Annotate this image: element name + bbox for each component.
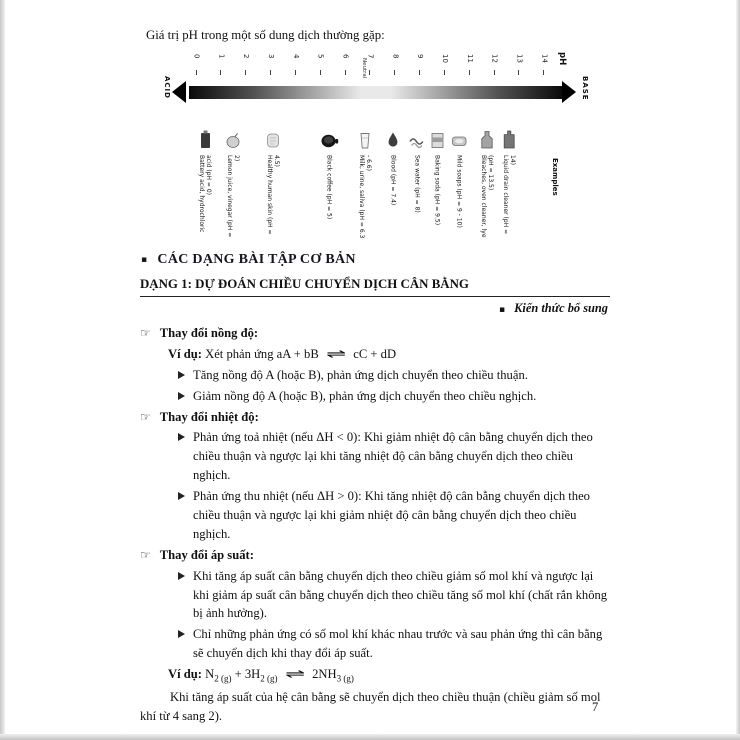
ph-item bbox=[223, 126, 243, 239]
formula-text: N bbox=[205, 667, 215, 682]
formula-sub: 3 (g) bbox=[336, 673, 354, 684]
ph-item-label: Baking soda (pH = 9.5) bbox=[433, 155, 441, 226]
ph-tick-label: 8 bbox=[391, 54, 400, 59]
ph-scale-ticks bbox=[191, 54, 549, 75]
formula-text: + 3H bbox=[231, 667, 261, 682]
skin-icon bbox=[263, 126, 283, 152]
bullet-point bbox=[178, 428, 610, 485]
arrowhead-right-icon bbox=[562, 81, 576, 103]
bullet-point bbox=[178, 625, 610, 663]
section-title: Thay đổi nhiệt độ: bbox=[159, 409, 259, 424]
ph-tick-label: 7 bbox=[366, 54, 375, 59]
example-label: Ví dụ: bbox=[168, 667, 202, 682]
bullet-text: Phản ứng thu nhiệt (nếu ΔH > 0): Khi tăng nhiệt độ cân bằng chuyển dịch theo chiều thuận và ngược lại khi giảm nhiệt độ cân bằng chuyển dịch theo chiều nghịch. bbox=[193, 489, 590, 541]
section-temperature bbox=[140, 408, 610, 427]
subnote-text: Kiến thức bổ sung bbox=[514, 301, 608, 315]
sea-water-icon bbox=[407, 126, 427, 152]
scan-edge-left bbox=[0, 0, 5, 740]
example-text-after: cC + dD bbox=[353, 346, 397, 361]
ph-item bbox=[383, 126, 403, 239]
concentration-example bbox=[168, 345, 610, 364]
ph-tick-label: 11 bbox=[465, 54, 474, 63]
tick-mark bbox=[518, 70, 519, 75]
equilibrium-arrow-icon: ⇌ bbox=[325, 345, 347, 361]
examples-label: Examples bbox=[551, 158, 559, 196]
tick-mark bbox=[245, 70, 246, 75]
ph-tick bbox=[539, 54, 549, 75]
soap-icon bbox=[449, 126, 469, 152]
base-label: BASE bbox=[581, 76, 589, 101]
ph-item bbox=[319, 126, 339, 239]
main-section-heading bbox=[141, 252, 356, 268]
ph-item-label: Blood (pH = 7.4) bbox=[389, 155, 397, 206]
ph-gradient-arrow bbox=[189, 86, 563, 99]
coffee-icon bbox=[319, 126, 339, 152]
ph-tick bbox=[464, 54, 474, 75]
formula-text: 2NH bbox=[312, 667, 337, 682]
blood-drop-icon bbox=[383, 126, 403, 152]
scan-edge-right bbox=[736, 0, 740, 740]
ph-item bbox=[407, 126, 427, 239]
pointing-hand-icon: ☞ bbox=[140, 547, 151, 562]
ph-item-label: Liquid drain cleaner (pH = 14) bbox=[502, 155, 517, 235]
arrow-bullet-icon bbox=[178, 492, 185, 500]
ph-item-label: Healthy human skin (pH = 4.5) bbox=[266, 155, 281, 235]
tick-mark bbox=[394, 70, 395, 75]
ph-item-label: Black coffee (pH = 5) bbox=[325, 155, 333, 220]
intro-text: Giá trị pH trong một số dung dịch thường gặp: bbox=[146, 28, 385, 42]
bullet-text: Giảm nồng độ A (hoặc B), phản ứng dịch chuyển theo chiều nghịch. bbox=[193, 388, 537, 403]
bullet-text: Khi tăng áp suất cân bằng chuyển dịch theo chiều giảm số mol khí và ngược lại khi giảm áp suất cân bằng chuyển dịch theo chiều tăng số mol khí (chất rắn không bị ảnh hưởng). bbox=[193, 568, 608, 621]
section-title: Thay đổi áp suất: bbox=[159, 547, 254, 562]
bullet-point bbox=[178, 487, 610, 544]
ph-item-label: Battery acid, hydrochloric acid (pH = 0) bbox=[198, 155, 213, 233]
ph-item bbox=[195, 126, 215, 239]
baking-soda-icon bbox=[427, 126, 447, 152]
ph-item bbox=[449, 126, 469, 239]
tick-mark bbox=[320, 70, 321, 75]
acid-label: ACID bbox=[163, 76, 171, 99]
tick-mark bbox=[345, 70, 346, 75]
ph-item bbox=[477, 126, 497, 239]
ph-scale-diagram bbox=[163, 50, 595, 248]
pointing-hand-icon: ☞ bbox=[140, 409, 151, 424]
drain-cleaner-icon bbox=[499, 126, 519, 152]
square-bullet-icon: ▪ bbox=[499, 305, 506, 315]
main-heading-text: CÁC DẠNG BÀI TẬP CƠ BẢN bbox=[157, 252, 356, 267]
tick-mark bbox=[419, 70, 420, 75]
formula-sub: 2 (g) bbox=[260, 673, 278, 684]
ph-item-label: Mild soaps (pH = 9 - 10) bbox=[455, 155, 463, 228]
ph-tick bbox=[340, 54, 350, 75]
ph-tick bbox=[489, 54, 499, 75]
pressure-example bbox=[168, 665, 610, 686]
ph-tick-label: 5 bbox=[316, 54, 325, 59]
tick-mark bbox=[196, 70, 197, 75]
tick-mark bbox=[220, 70, 221, 75]
tick-mark bbox=[369, 70, 370, 75]
ph-tick-label: 1 bbox=[217, 54, 226, 59]
pressure-conclusion: Khi tăng áp suất của hệ cân bằng sẽ chuyển dịch theo chiều thuận (chiều giảm số mol khí từ 4 sang 2). bbox=[140, 690, 601, 724]
ph-examples-row bbox=[163, 126, 595, 248]
arrow-bullet-icon bbox=[178, 433, 185, 441]
bullet-text: Tăng nồng độ A (hoặc B), phản ứng dịch chuyển theo chiều thuận. bbox=[193, 367, 528, 382]
ph-axis-label: pH bbox=[557, 52, 567, 66]
arrow-bullet-icon bbox=[178, 392, 185, 400]
tick-mark bbox=[444, 70, 445, 75]
tick-mark bbox=[295, 70, 296, 75]
ph-tick bbox=[290, 54, 300, 75]
pointing-hand-icon: ☞ bbox=[140, 326, 151, 340]
ph-item-label: Sea water (pH = 8) bbox=[413, 155, 421, 213]
ph-tick-label: 6 bbox=[341, 54, 350, 59]
ph-tick-label: 0 bbox=[192, 54, 201, 59]
arrow-bullet-icon bbox=[178, 630, 185, 638]
ph-item bbox=[499, 126, 519, 239]
bullet-point bbox=[178, 567, 610, 624]
example-label: Ví dụ: bbox=[168, 346, 202, 361]
milk-icon bbox=[355, 126, 375, 152]
ph-tick bbox=[191, 54, 201, 75]
tick-mark bbox=[543, 70, 544, 75]
ph-tick bbox=[315, 54, 325, 75]
ph-tick bbox=[241, 54, 251, 75]
bleach-icon bbox=[477, 126, 497, 152]
tick-mark bbox=[270, 70, 271, 75]
bullet-point bbox=[178, 387, 610, 406]
section-title: Thay đổi nồng độ: bbox=[159, 326, 259, 340]
subnote bbox=[140, 301, 608, 316]
section-pressure bbox=[140, 546, 610, 565]
bullet-point bbox=[178, 366, 610, 385]
ph-tick-label: 14 bbox=[540, 54, 549, 63]
ph-tick-label: 2 bbox=[242, 54, 251, 59]
ph-tick-label: 10 bbox=[440, 54, 449, 63]
bullet-text: Phản ứng toả nhiệt (nếu ΔH < 0): Khi giảm nhiệt độ cân bằng chuyển dịch theo chiều thuận và ngược lại khi tăng nhiệt độ cân bằng chuyển dịch theo chiều nghịch. bbox=[193, 430, 593, 483]
ph-tick-label: 3 bbox=[267, 54, 276, 59]
tick-mark bbox=[494, 70, 495, 75]
equilibrium-arrow-icon: ⇌ bbox=[284, 666, 305, 682]
arrowhead-left-icon bbox=[172, 81, 186, 103]
ph-item-label: Milk, urine, saliva (pH = 6.3 - 6.6) bbox=[358, 155, 373, 239]
battery-icon bbox=[195, 126, 215, 152]
ph-tick bbox=[266, 54, 276, 75]
ph-tick-label: 9 bbox=[416, 54, 425, 59]
ph-item bbox=[355, 126, 375, 239]
ph-tick-label: 13 bbox=[515, 54, 524, 63]
neutral-label: Neutral bbox=[361, 58, 367, 79]
ph-tick bbox=[439, 54, 449, 75]
page-number: 7 bbox=[592, 700, 599, 714]
formula-sub: 2 (g) bbox=[214, 673, 232, 684]
tick-mark bbox=[469, 70, 470, 75]
example-text: Xét phản ứng aA + bB bbox=[205, 346, 319, 361]
ph-tick bbox=[514, 54, 524, 75]
section-concentration bbox=[140, 324, 610, 343]
ph-tick-label: 12 bbox=[490, 54, 499, 63]
bullet-text: Chỉ những phản ứng có số mol khí khác nhau trước và sau phản ứng thì cân bằng sẽ chuyển dịch khi thay đổi áp suất. bbox=[193, 627, 603, 661]
arrow-bullet-icon bbox=[178, 572, 185, 580]
lesson-content bbox=[140, 322, 610, 728]
ph-item bbox=[427, 126, 447, 239]
lemon-icon bbox=[223, 126, 243, 152]
arrow-bullet-icon bbox=[178, 371, 185, 379]
ph-tick bbox=[216, 54, 226, 75]
ph-item-label: Lemon juice, vinegar (pH = 2) bbox=[226, 155, 241, 238]
ph-item-label: Bleaches, oven cleaner, lye (pH = 13.5) bbox=[480, 155, 495, 238]
dang1-heading: DẠNG 1: DỰ ĐOÁN CHIỀU CHUYỂN DỊCH CÂN BẰNG bbox=[140, 277, 610, 297]
ph-tick-label: 4 bbox=[291, 54, 300, 59]
square-bullet-icon: ▪ bbox=[141, 254, 148, 265]
ph-tick bbox=[390, 54, 400, 75]
ph-tick bbox=[415, 54, 425, 75]
ph-item bbox=[263, 126, 283, 239]
scan-edge-bottom bbox=[0, 734, 740, 740]
